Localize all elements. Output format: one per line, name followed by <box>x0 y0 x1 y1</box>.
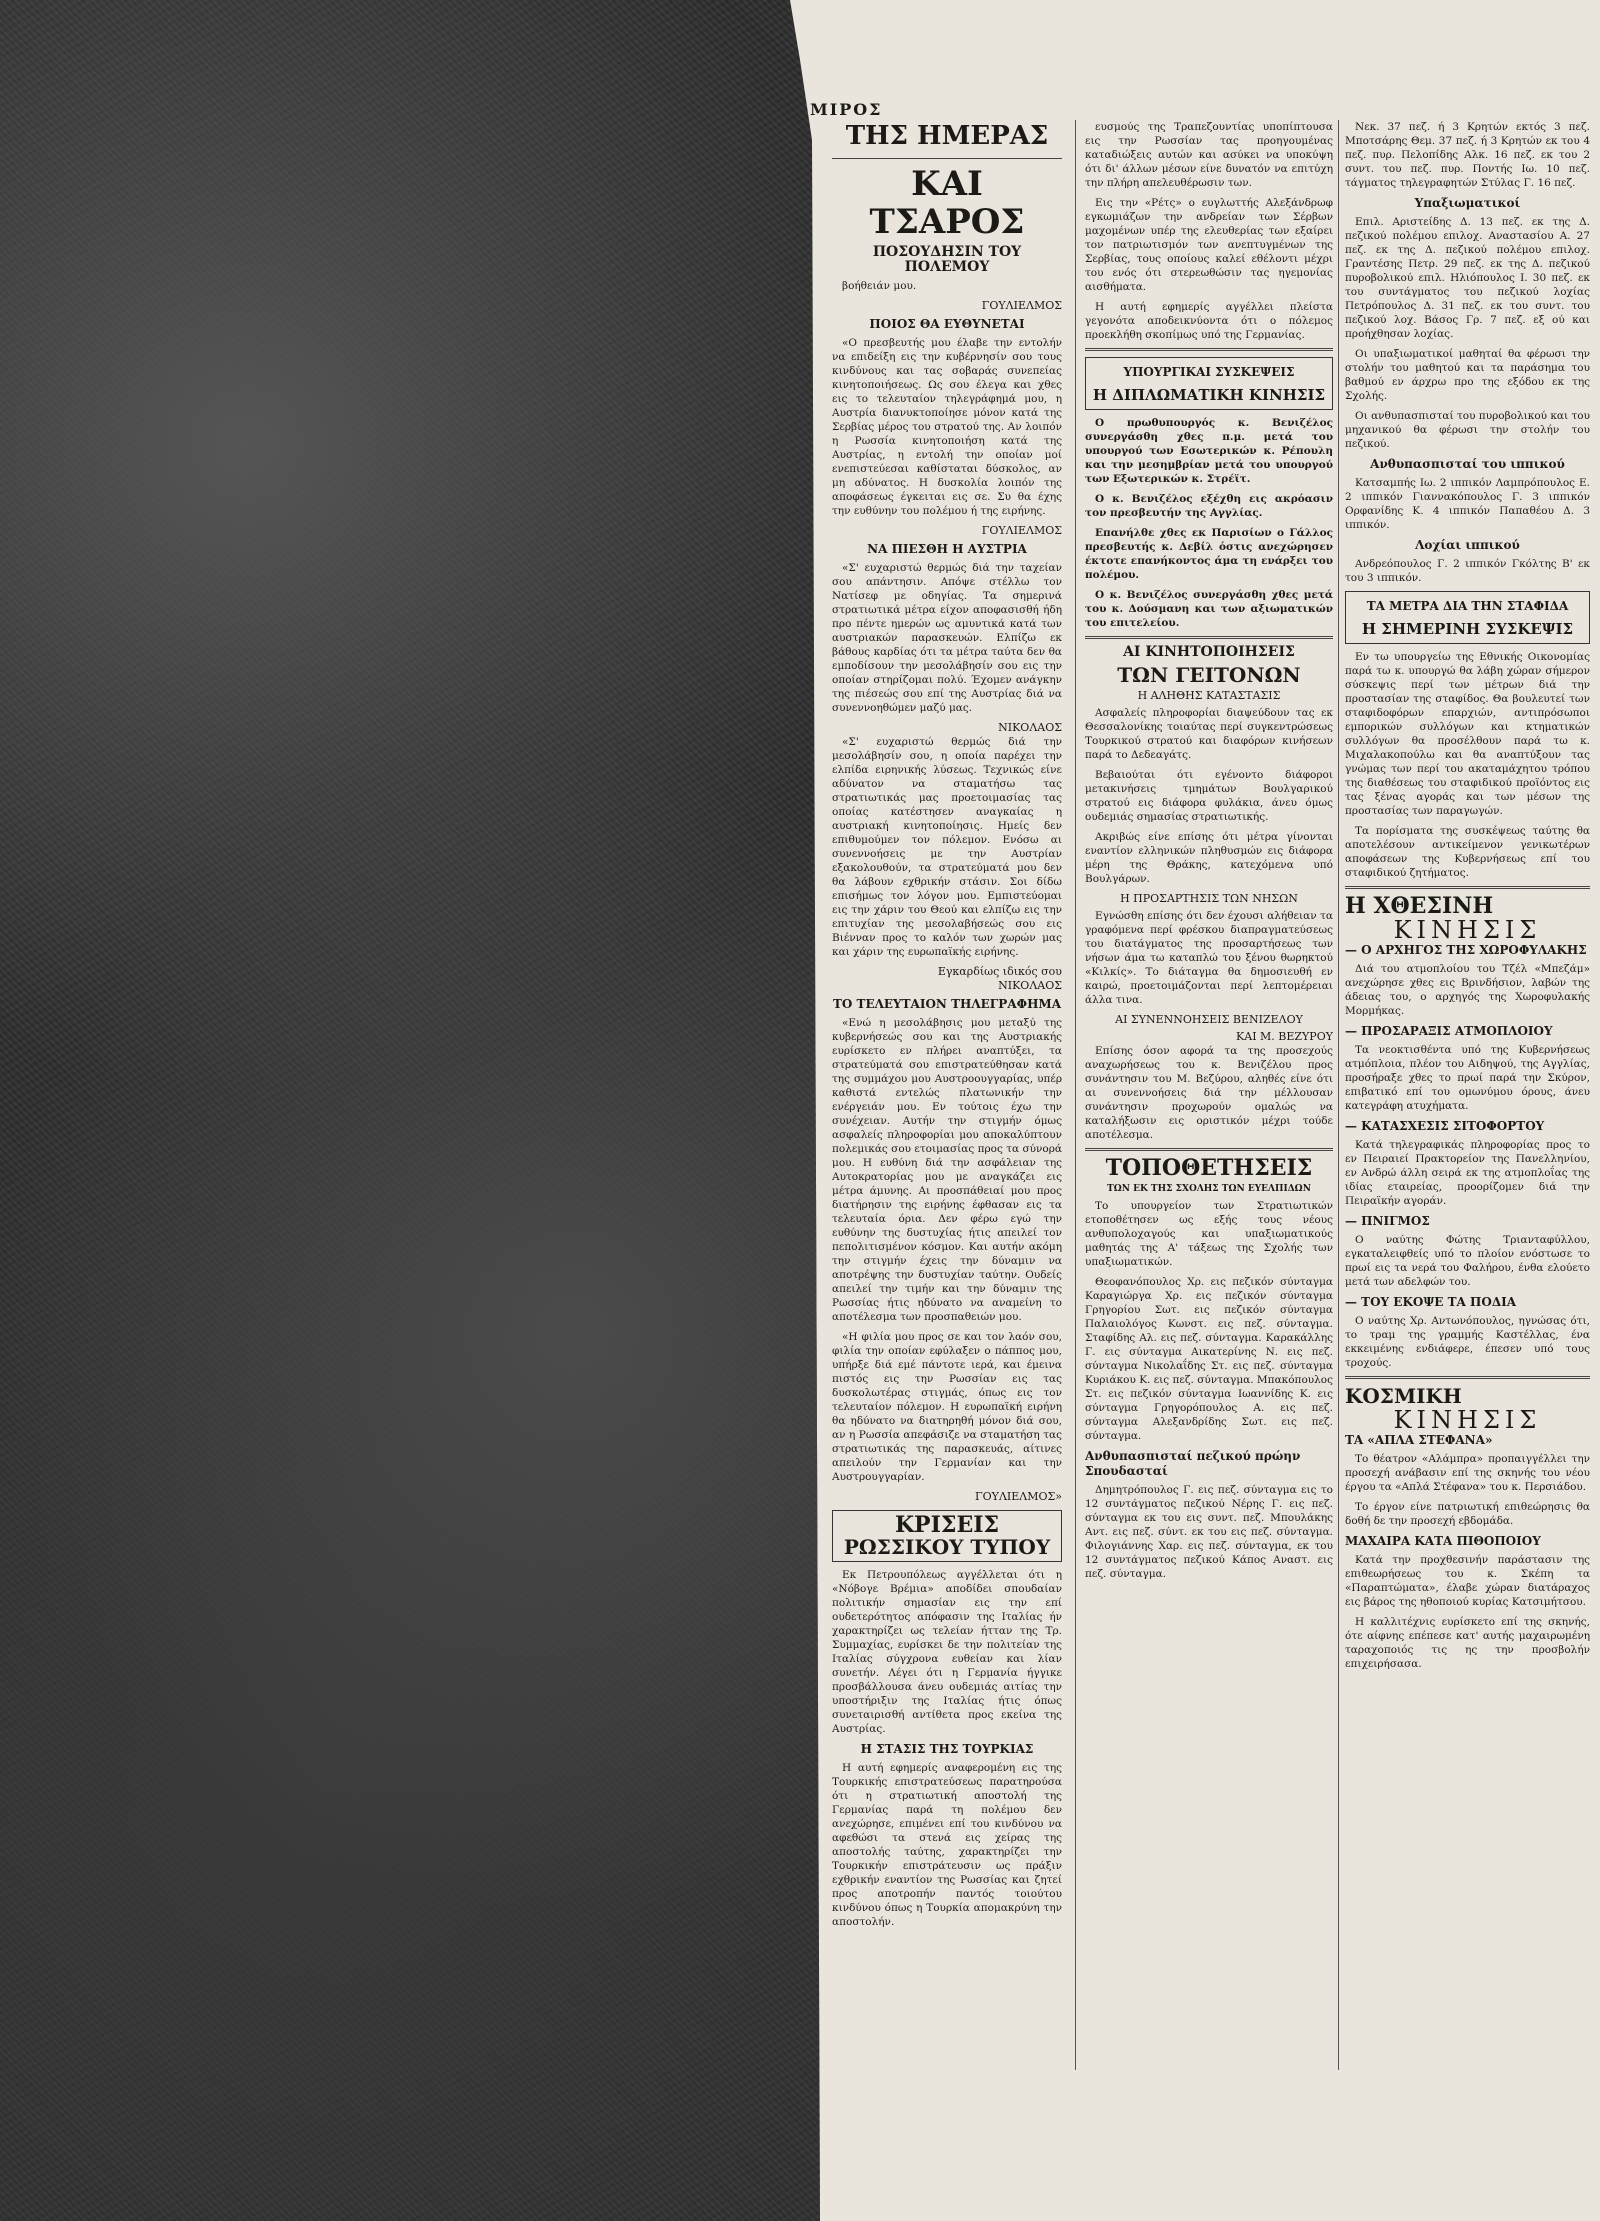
heading-movement: ΚΙΝΗΣΙΣ <box>1393 916 1542 944</box>
paragraph: Η αυτή εφημερίς αναφερομένη εις της Τουρκικής επιστρατεύσεως παρατηρούσα ότι η στρατιωτική αποστολή της Γερμανίας παρά τη πολέμου δεν ανεχώρησε, επιμένει επί του κινδύνου να αφεθώσι τα στενά εις χείρας της αποστολής ταύτης, χαρακτηρίζει την Τουρκικήν επιστράτευσιν ως πράξιν εχθρικήν εναντίον της Ρωσσίας και ζητεί προς αποτροπήν παντός τοιούτου κινδύνου όπως η Τουρκία απομακρύνη την αποστολήν. <box>832 1762 1062 1928</box>
paragraph: «Σ' ευχαριστώ θερμώς διά την ταχείαν σου απάντησιν. Απόψε στέλλω τον Νατίσεφ με οδηγίας. Τα σημερινά στρατιωτικά μέτρα είχον αποφασισθή ήδη προ πέντε ημερών ως αμυντικά κατά των αυστριακών παρασκευών. Ελπίζω εκ βάθους καρδίας ότι τα μέτρα ταύτα δεν θα εμποδίσουν την μεσολάβησίν σου εις την οποίαν στηρίζομαι πολύ. Έχομεν ανάγκην της πιέσεώς σου επί της Αυστρίας διά να συνεννοηθώμεν μαζύ μας. <box>832 562 1062 714</box>
divider <box>1345 1376 1590 1379</box>
heading-yesterday: Η ΧΘΕΣΙΝΗ <box>1345 893 1494 919</box>
news-heading: — ΠΡΟΣΑΡΑΞΙΣ ΑΤΜΟΠΛΟΙΟΥ <box>1345 1024 1553 1038</box>
paragraph: Κατά τηλεγραφικάς πληροφορίας προς το εν Πειραιεί Πρακτορείον της Πανελληνίου, εν Ανδρώ άλλη σειρά εκ της ατμοπλοΐας της ιδίας εταιρείας, προορίζομεν διά την Πειραϊκήν αγοράν. <box>1345 1139 1590 1207</box>
paragraph: Κατσαμπής Ιω. 2 ιππικόν Λαμπρόπουλος Ε. 2 ιππικόν Γιαννακόπουλος Γ. 3 ιππικόν Ορφανίδης Κ. 4 ιππικόν Παπαθέου Δ. 3 ιππικόν. <box>1345 477 1590 531</box>
divider <box>832 158 1062 159</box>
heading-placements-sub: ΤΩΝ ΕΚ ΤΗΣ ΣΧΟΛΗΣ ΤΩΝ ΕΥΕΛΠΙΔΩΝ <box>1107 1184 1311 1194</box>
divider <box>1345 886 1590 889</box>
paragraph: Η καλλιτέχνις ευρίσκετο επί της σκηνής, ότε αίφνης επέπεσε κατ' αυτής μαχαιρωμένη ταραχοποιός τις ης την προσβολήν επιχειρήσασα. <box>1345 1616 1590 1670</box>
box-title-1: ΚΡΙΣΕΙΣ <box>894 1512 1000 1538</box>
paragraph: Ο ναύτης Χρ. Αντωνόπουλος, ηγνώσας ότι, το τραμ της γραμμής Καστέλλας, ένα εκκειμένης ενδιάφερε, έπεσεν υπό τους τροχούς. <box>1345 1315 1590 1369</box>
subheadline: ΠΟΣΟΥΔΗΣΙΝ ΤΟΥ ΠΟΛΕΜΟΥ <box>872 244 1022 275</box>
paragraph: Θεοφανόπουλος Χρ. εις πεζικόν σύνταγμα Καραγιώργα Χρ. εις πεζικόν σύνταγμα Γρηγορίου Σωτ. εις πεζικόν σύνταγμα Παλαιολόγος Κωνστ. εις πεζ. σύνταγμα. Σταφίδης Αλ. εις πεζ. σύνταγμα. Καρακάλλης Γ. εις σύνταγμα Αικατερίνης Ν. εις πεζ. σύνταγμα Νικολαΐδης Στ. εις πεζ. σύνταγμα Κυριάκου Κ. εις πεζ. σύνταγμα. Μπακόπουλος Στ. εις πεζικόν σύνταγμα Ιωαννίδης Κ. εις σύνταγμα Γρηγορόπουλος Α. εις πεζ. σύνταγμα Αλεξανδρίδης Σωτ. εις πεζ. σύνταγμα. <box>1085 1276 1333 1442</box>
paragraph: Κατά την προχθεσινήν παράστασιν της επιθεωρήσεως του κ. Σκέπη τα «Παραπτώματα», έλαβε χώραν διατάραχος εις βάρος της ηθοποιού κυρίας Κατσιμήτσου. <box>1345 1554 1590 1608</box>
heading-movement-2: ΚΙΝΗΣΙΣ <box>1393 1406 1542 1434</box>
paragraph: Ο ναύτης Φώτης Τριανταφύλλου, εγκαταλειφθείς υπό το πλοίον ενόστωσε το πρωί εις τα νερά του Φαλήρου, ένθα ελούετο μετά των αδελφών του. <box>1345 1234 1590 1288</box>
paragraph: Ο κ. Βενιζέλος εξέχθη εις ακρόασιν τον πρεσβευτήν της Αγγλίας. <box>1085 493 1333 519</box>
heading-press-austria: ΝΑ ΠΙΕΣΘΗ Η ΑΥΣΤΡΙΑ <box>867 542 1027 556</box>
divider <box>1085 1148 1333 1151</box>
ministerial-box <box>1085 357 1333 410</box>
paragraph: Η αυτή εφημερίς αγγέλλει πλείστα γεγονότα αποδεικνύοντα ότι ο πόλεμος προεκλήθη σκοπίμως υπό της Γερμανίας. <box>1085 301 1333 341</box>
signature: ΝΙΚΟΛΑΟΣ <box>998 979 1062 992</box>
news-heading: — ΤΟΥ ΕΚΟΨΕ ΤΑ ΠΟΔΙΑ <box>1345 1295 1517 1309</box>
paragraph: Επίσης όσον αφορά τα της προσεχούς αναχωρήσεως του κ. Βενιζέλου προς συνάντησιν του Μ. Βεζύρου, αληθές είνε ότι αι συνεννοήσεις διά την μέλλουσαν συνάντησιν προχωρούν ομαλώς να καταλήξωσιν εις οριστικόν μέχρι τούδε αποτέλεσμα. <box>1085 1045 1333 1141</box>
paragraph: Ακριβώς είνε επίσης ότι μέτρα γίνονται εναντίον ελληνικών πληθυσμών εις διάφορα μέρη της Θράκης, κατεχόμενα υπό Βουλγάρων. <box>1085 831 1333 885</box>
paragraph: Εις την «Ρέτς» ο ευγλωττής Αλεξάνδρωφ εγκωμιάζων την ανδρείαν των Σέρβων μαχομένων υπέρ της ελευθερίας των εξαίρει τον πατριωτισμόν των ανεπτυγμένων της Σερβίας, τους οποίους καλεί εθέλοντι μέχρι του ενός ότι στερεωθώσιν τας ηγεμονίας αισθήματα. <box>1085 197 1333 293</box>
paragraph: Διά του ατμοπλοίου του Τζέλ «Μπεζάμ» ανεχώρησε χθες εις Βρινδήσιον, λαβών της άδειας του, ο αρχηγός της Χωροφυλακής Μορμήκας. <box>1345 963 1590 1017</box>
signature-pre: Εγκαρδίως ιδικός σου <box>937 965 1062 978</box>
news-heading: ΜΑΧΑΙΡΑ ΚΑΤΑ ΠΙΘΟΠΟΙΟΥ <box>1345 1534 1541 1548</box>
masthead-text: ΜΙΡΟΣ <box>810 100 883 119</box>
heading-who-responsible: ΠΟΙΟΣ ΘΑ ΕΥΘΥΝΕΤΑΙ <box>869 317 1025 331</box>
heading-cavalry: Ανθυπασπισταί του ιππικού <box>1370 457 1565 471</box>
signature: ΓΟΥΛΙΕΛΜΟΣ <box>981 524 1062 537</box>
column-rule-2 <box>1338 120 1339 2070</box>
heading-islands: Η ΠΡΟΣΑΡΤΗΣΙΣ ΤΩΝ ΝΗΣΩΝ <box>1120 892 1298 905</box>
russian-press-box <box>832 1510 1062 1562</box>
intro-text: βοήθειάν μου. <box>842 280 917 292</box>
paragraph: Επιλ. Αριστείδης Δ. 13 πεζ. εκ της Δ. πεζικού πολέμου επιλοχ. Αναστασίου Α. 27 πεζ. εκ της Δ. πεζικού πολέμου επιλοχ. Γραντέσης Πετρ. 29 πεζ. εκ της Δ. πεζικού πυροβολικού επιλ. Ηλιόπουλος Ι. 30 πεζ. εκ του συντάγματος του πεζικού λοχίας Πετρόπουλος Δ. 31 πεζ. εκ του συντ. του πεζικού λοχ. Βάσος Γρ. 7 πεζ. εξ ού και προήχθησαν λοχίας. <box>1345 216 1590 340</box>
heading-neighbors: ΤΩΝ ΓΕΙΤΟΝΩΝ <box>1117 663 1301 687</box>
heading-meeting: Η ΣΗΜΕΡΙΝΗ ΣΥΣΚΕΨΙΣ <box>1361 620 1574 638</box>
paragraph: Επανήλθε χθες εκ Παρισίων ο Γάλλος πρεσβευτής κ. Δεβίλ όστις ανεχώρησεν έκτοτε επανήκοντος άμα τη ενάρξει του πολέμου. <box>1085 527 1333 581</box>
paragraph: Ασφαλείς πληροφορίαι διαψεύδουν τας εκ Θεσσαλονίκης τοιαύτας περί συγκεντρώσεως Τουρκικού στρατού και διαφόρων κινήσεων παρά το Δεδεαγάτς. <box>1085 707 1333 761</box>
heading-cavalry-nco: Λοχίαι ιππικού <box>1415 538 1520 552</box>
paragraph: Τα νεοκτισθέντα υπό της Κυβερνήσεως ατμόπλοια, πλέον του Αιδηψού, της Αγγλίας, προσήραξε χθες το πρωί παρά την Σκύρον, επιβατικό επί του ομωνύμου όρους, άνευ κατεγράφη ατυχήματα. <box>1345 1044 1590 1112</box>
paragraph: Οι υπαξιωματικοί μαθηταί θα φέρωσι την στολήν του μαθητού και τα παράσημα του βαθμού εν άρχρω προ της εξόδου εκ της Σχολής. <box>1345 348 1590 402</box>
paragraph: «Σ' ευχαριστώ θερμώς διά την μεσολάβησίν σου, η οποία παρέχει την ελπίδα ειρηνικής λύσεως. Τεχνικώς είνε αδύνατον να σταματήσω τας στρατιωτικάς μας προετοιμασίας τας οποίας κατέστησεν αναγκαίας η αυστριακή κινητοποίησις. Ημείς δεν επιθυμούμεν τον πόλεμον. Ενόσω αι συνεννοήσεις με την Αυστρίαν εξακολουθούν, τα στρατεύματά μου δεν θα λάβουν εχθρικήν στάσιν. Σοι δίδω επισήμως τον λόγον μου. Εμπιστεύομαι εις την χάριν του Θεού και ελπίζω εις την επιτυχίαν της μεσολαβήσεώς σου εις Βιένναν προς το καλόν των χωρών μας και χάριν της ευρωπαϊκής ειρήνης. <box>832 736 1062 958</box>
column-3 <box>1345 120 1590 2200</box>
paragraph: «Η φιλία μου προς σε και τον λαόν σου, φιλία την οποίαν εφύλαξεν ο πάππος μου, υπήρξε διά εμέ πάντοτε ιερά, και έμεινα πιστός εις την Ρωσσίαν εις τας δυσκολωτέρας στιγμάς, όπως εις τον τελευταίον πόλεμον. Η ευρωπαϊκή ειρήνη θα ηδύνατο να διατηρηθή μόνον διά σου, αν η Ρωσσία απεφάσιζε να σταματήση τας στρατιωτικάς της παρασκευάς, αίτινες απειλούν την Γερμανίαν και την Αυστρουγγαρίαν. <box>832 1331 1062 1483</box>
heading-true-state: Η ΑΛΗΘΗΣ ΚΑΤΑΣΤΑΣΙΣ <box>1137 689 1281 702</box>
heading-ensigns: Ανθυπασπισταί πεζικού πρώην Σπουδασταί <box>1085 1449 1301 1478</box>
section-title: ΤΗΣ ΗΜΕΡΑΣ <box>845 121 1049 151</box>
paragraph: ευσμούς της Τραπεζουντίας υποπίπτουσα εις την Ρωσσίαν τας προηγουμένας καταδιώξεις αυτών και ασύκει να υποκύψη ότι δι' άλλων μέσων είνε δυνατόν να επιτύχη την πλήρη απελευθέρωσιν των. <box>1085 121 1333 189</box>
signature: ΝΙΚΟΛΑΟΣ <box>998 721 1062 734</box>
signature: ΓΟΥΛΙΕΛΜΟΣ <box>981 299 1062 312</box>
news-heading: ΤΑ «ΑΠΛΑ ΣΤΕΦΑΝΑ» <box>1345 1433 1493 1447</box>
heading-venizelos: ΑΙ ΣΥΝΕΝΝΟΗΣΕΙΣ ΒΕΝΙΖΕΛΟΥ <box>1115 1013 1303 1026</box>
paragraph: Ανδρεόπουλος Γ. 2 ιππικόν Γκόλτης Β' εκ του 3 ιππικόν. <box>1345 558 1590 584</box>
column-1 <box>832 120 1062 2020</box>
raisin-box <box>1345 591 1590 644</box>
divider <box>1085 636 1333 639</box>
heading-vezir: ΚΑΙ Μ. ΒΕΖΥΡΟΥ <box>1236 1030 1333 1043</box>
paragraph: Τα πορίσματα της συσκέψεως ταύτης θα αποτελέσουν αντικείμενον γενικωτέρων αποφάσεων της Κυβερνήσεως επί του σταφιδικού ζητήματος. <box>1345 825 1590 879</box>
paragraph: «Ενώ η μεσολάβησις μου μεταξύ της κυβερνήσεώς σου και της Αυστριακής ευρίσκετο εν πλήρει αναπτύξει, τα στρατεύματά σου επιστρατεύθησαν κατά της συμμάχου μου Αυστροουγγαρίας, υπέρ καθιστά εντελώς πλατωνικήν την ενέργειάν μου. Εν τούτοις έχω την συνέχειαν. Αυτήν την στιγμήν όμως ασφαλείς πληροφορίαι μου αποκαλύπτουν πολεμικάς σου ετοιμασίας προς τα σύνορά μου. Η ευθύνη διά την ασφάλειαν της Αυτοκρατορίας μου με αναγκάζει εις μέτρα άμυνης. Αι προσπάθειαί μου προς διατήρησιν της ειρήνης έφθασαν εις τα τελευταία όρια. Δεν φέρω εγώ την ευθύνην της δυστυχίας ήτις απειλεί τον πεπολιτισμένον κόσμον. Και αυτήν ακόμη την στιγμήν έχεις την δύναμιν να αποτρέψης την δυστυχίαν ταύτην. Ουδείς απειλεί την τιμήν και την δύναμιν της Ρωσσίας ήτις ηδύνατο να αναμείνη το αποτέλεσμα των προσπαθειών μου. <box>832 1017 1062 1323</box>
news-heading: — ΠΝΙΓΜΟΣ <box>1345 1214 1430 1228</box>
heading-social: ΚΟΣΜΙΚΗ <box>1345 1384 1462 1408</box>
paragraph: «Ο πρεσβευτής μου έλαβε την εντολήν να επιδείξη εις την κυβέρνησίν σου τους κινδύνους και τας σοβαράς συνεπείας κινητοποιήσεως. Ως σου έλεγα και χθες εις το τελευταίον τηλεγράφημά μου, η Αυστρία διανυκτοποίησε μόνον κατά της Σερβίας μέρος του στρατού της. Αν λοιπόν η Ρωσσία κινητοποιήση κατά της Αυστρίας, η εντολή την οποίαν μοί ενεπιστεύεσαι καθίσταται δύσκολος, αν μη αδύνατος. Η δυσκολία λοιπόν της αποφάσεως έγκειται εις σε. Συ θα έχης την ευθύνην του πολέμου ή της ειρήνης. <box>832 337 1062 517</box>
box-title-2: ΡΩΣΣΙΚΟΥ ΤΥΠΟΥ <box>843 1535 1051 1559</box>
column-rule-1 <box>1075 120 1076 2070</box>
heading-raisin: ΤΑ ΜΕΤΡΑ ΔΙΑ ΤΗΝ ΣΤΑΦΙΔΑ <box>1366 599 1569 613</box>
box-heading: ΥΠΟΥΡΓΙΚΑΙ ΣΥΣΚΕΨΕΙΣ <box>1123 365 1295 379</box>
paragraph: Οι ανθυπασπισταί του πυροβολικού και του μηχανικού θα φέρωσι την στολήν του πεζικού. <box>1345 410 1590 450</box>
paragraph: Βεβαιούται ότι εγένοντο διάφοροι μετακινήσεις τμημάτων Βουλγαρικού στρατού εις διάφορα φυλάκια, άνευ όμως ουδεμιάς σημασίας στρατιωτικής. <box>1085 769 1333 823</box>
box-heading-2: Η ΔΙΠΛΩΜΑΤΙΚΗ ΚΙΝΗΣΙΣ <box>1092 386 1326 404</box>
heading-turkey: Η ΣΤΑΣΙΣ ΤΗΣ ΤΟΥΡΚΙΑΣ <box>860 1742 1034 1756</box>
heading-last-telegram: ΤΟ ΤΕΛΕΥΤΑΙΟΝ ΤΗΛΕΓΡΑΦΗΜΑ <box>832 997 1062 1011</box>
paragraph: Δημητρόπουλος Γ. εις πεζ. σύνταγμα εις το 12 συντάγματος πεζικού Νέρης Γ. εις πεζ. σύνταγμα εκ του εις συντ. πεζ. Μπουλάκης Αντ. εις πεζ. σύντ. εκ του εις πεζ. σύνταγμα. Φιλογιάννης Χαρ. εις πεζ. σύνταγμα, εκ του 12 συντάγματος πεζικού Κάπος Αναστ. εις πεζ. σύνταγμα. <box>1085 1484 1333 1580</box>
paragraph: Νεκ. 37 πεζ. ή 3 Κρητών εκτός 3 πεζ. Μποτσάρης Θεμ. 37 πεζ. ή 3 Κρητών εκ του 4 πεζ. πυρ. Πελοπίδης Αλκ. 16 πεζ. εκ του 2 συντ. του πεζ. πυρ. Ποντής Ιω. 10 πεζ. τάγματος τηλεγραφητών Στύλας Γ. 16 πεζ. <box>1345 121 1590 189</box>
paragraph: Εγνώσθη επίσης ότι δεν έχουσι αλήθειαν τα γραφόμενα περί φρέσκου διαπραγματεύσεως του διατάγματος της προσαρτήσεως των νήσων άμα τω καταπλώ του ξένου θωρηκτού «Κιλκίς». Το διάταγμα θα δημοσιευθή εν καιρώ, προετοιμάζονται περί λεπτομέρειαι άλλα τινα. <box>1085 910 1333 1006</box>
news-heading: — Ο ΑΡΧΗΓΟΣ ΤΗΣ ΧΩΡΟΦΥΛΑΚΗΣ <box>1345 943 1587 957</box>
paragraph: Ο πρωθυπουργός κ. Βενιζέλος συνεργάσθη χθες π.μ. μετά του υπουργού των Εσωτερικών κ. Ρέπουλη και την μεσημβρίαν μετά του υπουργού των Εξωτερικών κ. Στρέϊτ. <box>1085 417 1333 485</box>
paragraph: Το υπουργείον των Στρατιωτικών ετοποθέτησεν ως εξής τους νέους ανθυπολοχαγούς και υπαξιωματικούς μαθητάς της Α' τάξεως της Σχολής των υπαξιωματικών. <box>1085 1200 1333 1268</box>
heading-nco: Υπαξιωματικοί <box>1414 196 1521 210</box>
news-heading: — ΚΑΤΑΣΧΕΣΙΣ ΣΙΤΟΦΟΡΤΟΥ <box>1345 1119 1545 1133</box>
signature: ΓΟΥΛΙΕΛΜΟΣ» <box>975 1490 1062 1503</box>
masthead-fragment <box>800 100 1600 120</box>
paragraph: Το θέατρον «Αλάμπρα» προπαιγγέλλει την προσεχή ανάβασιν επί της σκηνής του νέου έργου τα «Απλά Στέφανα» του κ. Περσιάδου. <box>1345 1453 1590 1493</box>
paragraph: Ο κ. Βενιζέλος συνεργάσθη χθες μετά του κ. Δούσμανη και των αξιωματικών του επιτελείου. <box>1085 589 1333 629</box>
headline: ΚΑΙ ΤΣΑΡΟΣ <box>869 164 1025 242</box>
heading-mobilizations: ΑΙ ΚΙΝΗΤΟΠΟΙΗΣΕΙΣ <box>1123 644 1295 660</box>
paragraph: Εκ Πετρουπόλεως αγγέλλεται ότι η «Νόβογε Βρέμια» αποδίδει σπουδαίαν πολιτικήν σημασίαν εις την επί ουδετερότητος απόφασιν της Ιταλίας ήν χαρακτηρίζει ως τελείαν ήτταν της Τρ. Συμμαχίας, ευρίσκει δε την πολιτείαν της Ιταλίας σύγχρονα ευθείαν και λίαν συνετήν. Λέγει ότι η Γερμανία ήγγικε προσβάλλουσα άνευ ουδεμιάς αιτίας την υποστήριξιν της Ιταλίας ήτις όπως συνεταιρισθή αντίθετα προς εκείνα της Αυστρίας. <box>832 1569 1062 1735</box>
divider <box>1085 348 1333 351</box>
heading-placements: ΤΟΠΟΘΕΤΗΣΕΙΣ <box>1105 1155 1313 1181</box>
paragraph: Εν τω υπουργείω της Εθνικής Οικονομίας παρά τω κ. υπουργώ θα λάβη χώραν σήμερον σύσκεψις περί των μέτρων διά την προστασίαν της σταφίδος. Θα βουλευτεί των σταφιδοφόρων επαρχιών, αντιπρόσωποι εμπορικών συλλόγων και κτηματικών συλλόγων θα προσέλθουν παρά τω κ. Μιχαλακοπούλω και θα αναπτύξουν τας γνώμας των περί του ακαταμάχητου τρόπου της διαθέσεως του σταφιδικού προϊόντος εις τας ξένας αγοράς και των μέσων της προστασίας των παραγωγών. <box>1345 651 1590 817</box>
paragraph: Το έργον είνε πατριωτική επιθεώρησις θα δοθή δε την προσεχή εβδομάδα. <box>1345 1501 1590 1527</box>
column-2 <box>1085 120 1333 2070</box>
